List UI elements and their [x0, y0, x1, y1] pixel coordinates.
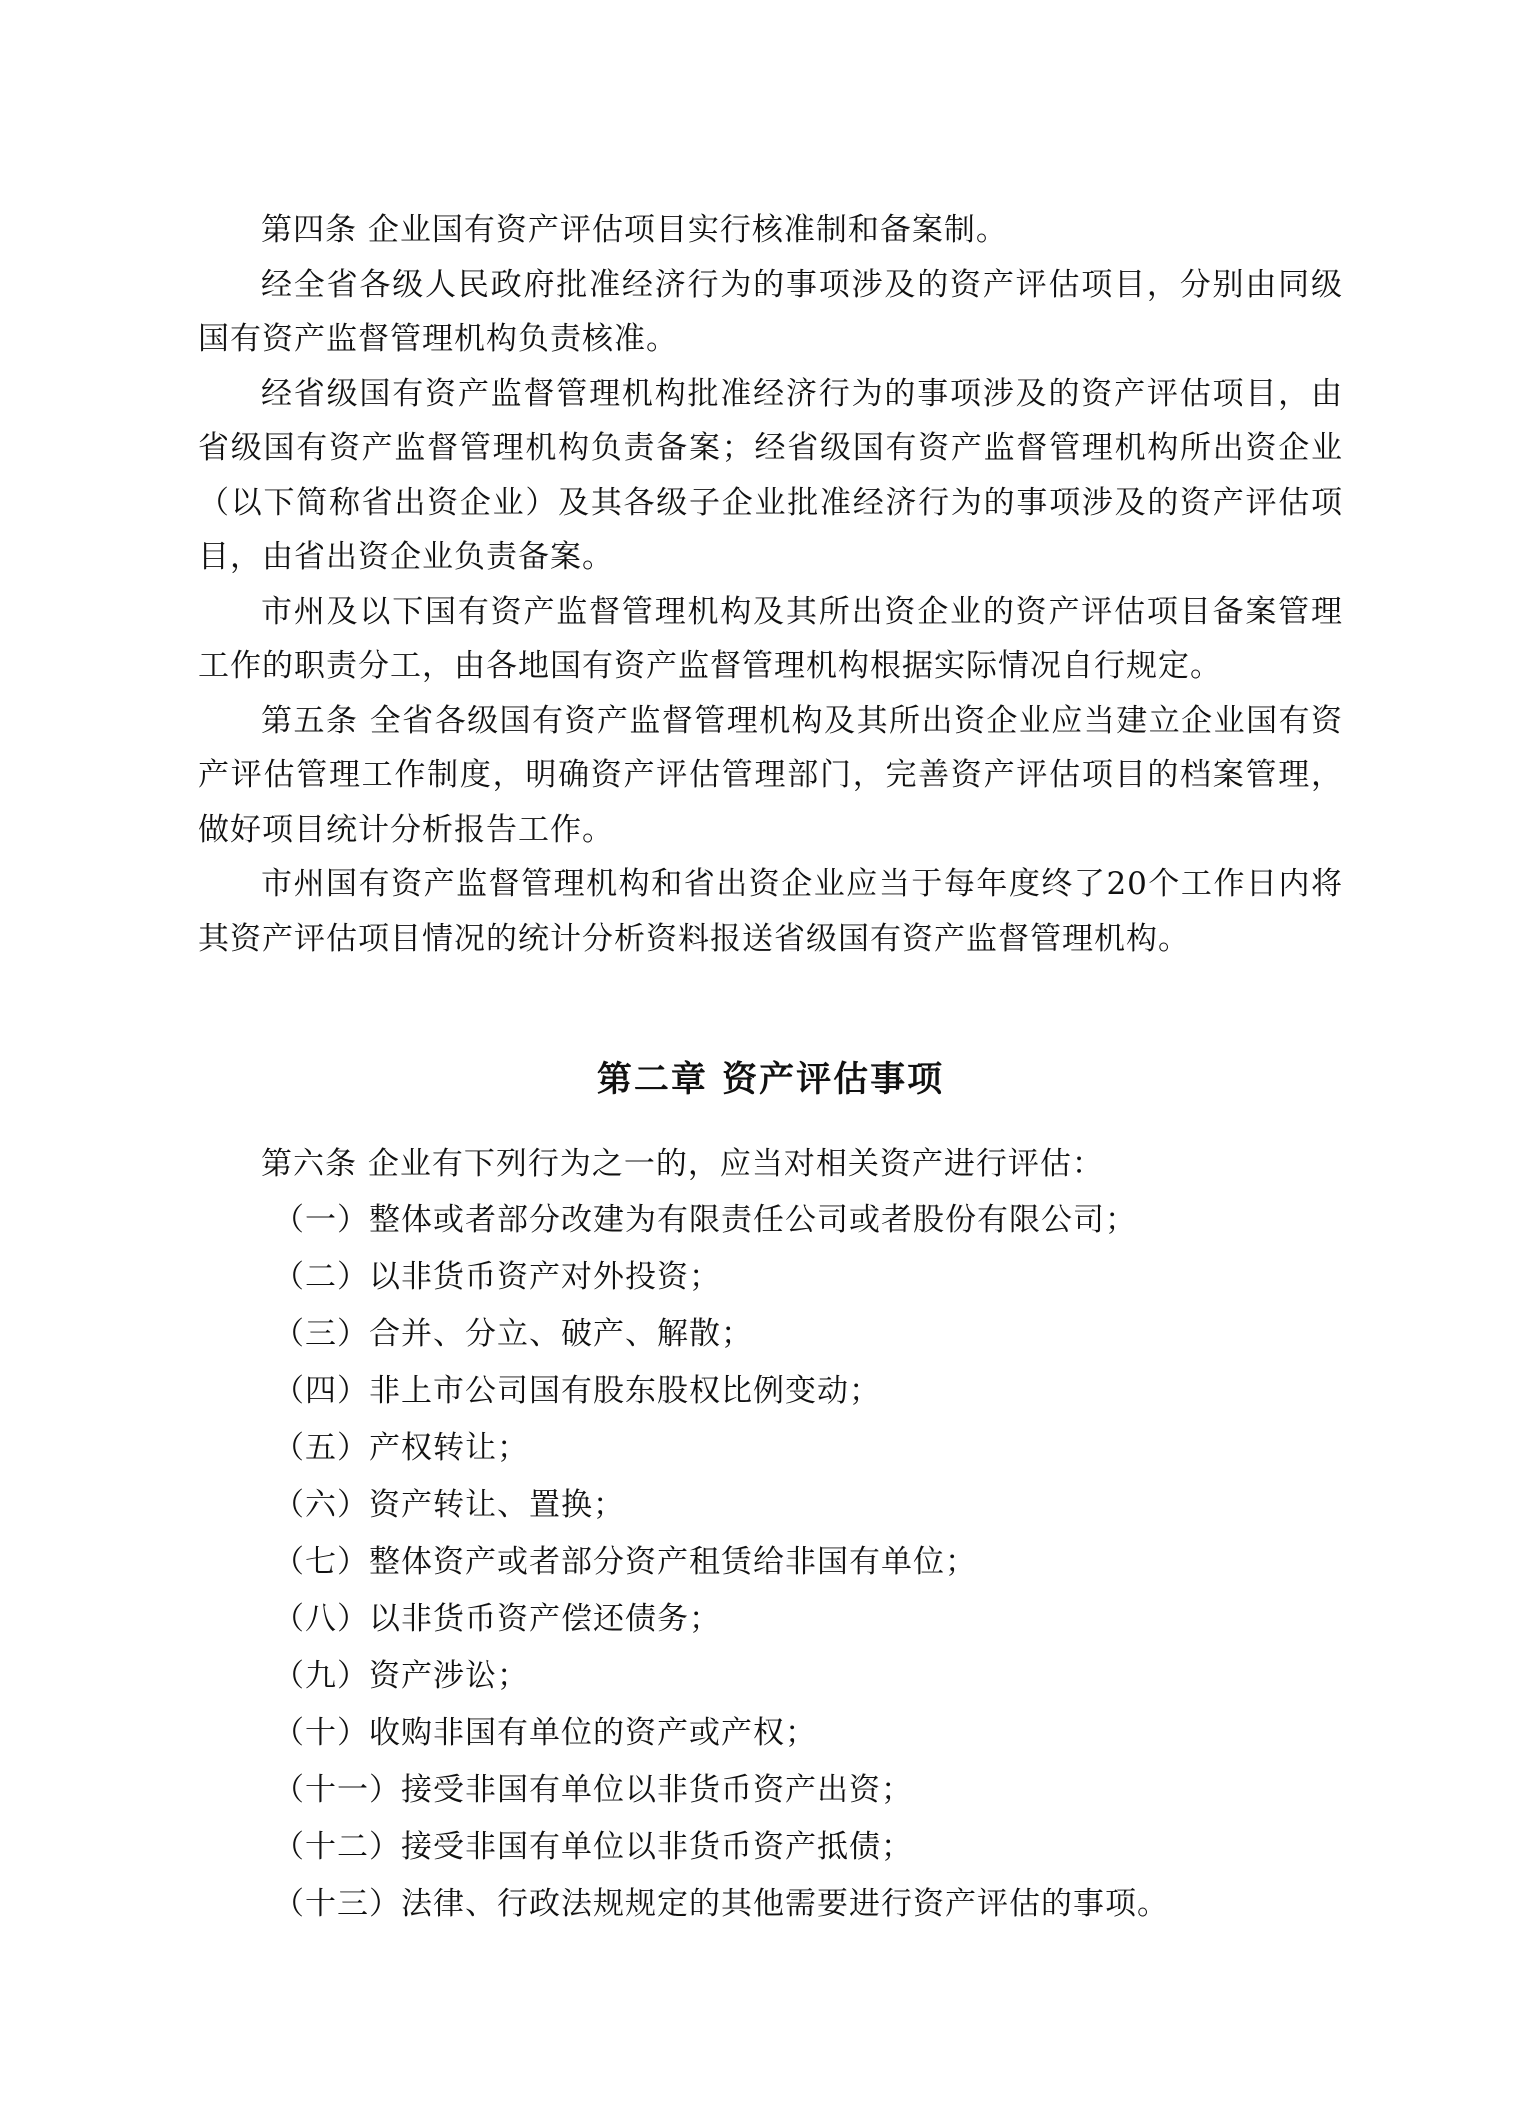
list-item: （五）产权转让； — [273, 1429, 529, 1466]
section-one-body — [198, 203, 1343, 966]
list-item: （二）以非货币资产对外投资； — [273, 1258, 721, 1295]
list-item: （十一）接受非国有单位以非货币资产出资； — [273, 1771, 913, 1808]
article-4-local-paragraph: 市州及以下国有资产监督管理机构及其所出资企业的资产评估项目备案管理工作的职责分工，由各地国有资产监督管理机构根据实际情况自行规定。 — [198, 593, 1343, 684]
article-5-report-paragraph: 市州国有资产监督管理机构和省出资企业应当于每年度终了20个工作日内将其资产评估项目情况的统计分析资料报送省级国有资产监督管理机构。 — [198, 866, 1343, 957]
list-item: （九）资产涉讼； — [273, 1657, 529, 1694]
list-item: （一）整体或者部分改建为有限责任公司或者股份有限公司； — [273, 1201, 1137, 1238]
list-item: （十）收购非国有单位的资产或产权； — [273, 1714, 817, 1751]
article-4-filing-paragraph: 经省级国有资产监督管理机构批准经济行为的事项涉及的资产评估项目，由省级国有资产监督管理机构负责备案；经省级国有资产监督管理机构所出资企业（以下简称省出资企业）及其各级子企业批准经济行为的事项涉及的资产评估项目，由省出资企业负责备案。 — [198, 375, 1343, 575]
article-5-paragraph: 第五条 全省各级国有资产监督管理机构及其所出资企业应当建立企业国有资产评估管理工作制度，明确资产评估管理部门，完善资产评估项目的档案管理，做好项目统计分析报告工作。 — [198, 702, 1343, 848]
list-item: （十三）法律、行政法规规定的其他需要进行资产评估的事项。 — [273, 1885, 1169, 1922]
article-6-intro: 第六条 企业有下列行为之一的，应当对相关资产进行评估： — [261, 1146, 1104, 1182]
list-item: （十二）接受非国有单位以非货币资产抵债； — [273, 1828, 913, 1865]
list-item: （四）非上市公司国有股东股权比例变动； — [273, 1372, 881, 1409]
article-6-list — [198, 1137, 1343, 1933]
chapter-two-heading: 第二章 资产评估事项 — [596, 1060, 945, 1100]
article-4-approval-paragraph: 经全省各级人民政府批准经济行为的事项涉及的资产评估项目，分别由同级国有资产监督管理机构负责核准。 — [198, 266, 1343, 357]
list-item: （八）以非货币资产偿还债务； — [273, 1600, 721, 1637]
article-4-paragraph: 第四条 企业国有资产评估项目实行核准制和备案制。 — [261, 212, 1008, 248]
list-item: （六）资产转让、置换； — [273, 1486, 625, 1523]
list-item: （七）整体资产或者部分资产租赁给非国有单位； — [273, 1543, 977, 1580]
list-item: （三）合并、分立、破产、解散； — [273, 1315, 753, 1352]
